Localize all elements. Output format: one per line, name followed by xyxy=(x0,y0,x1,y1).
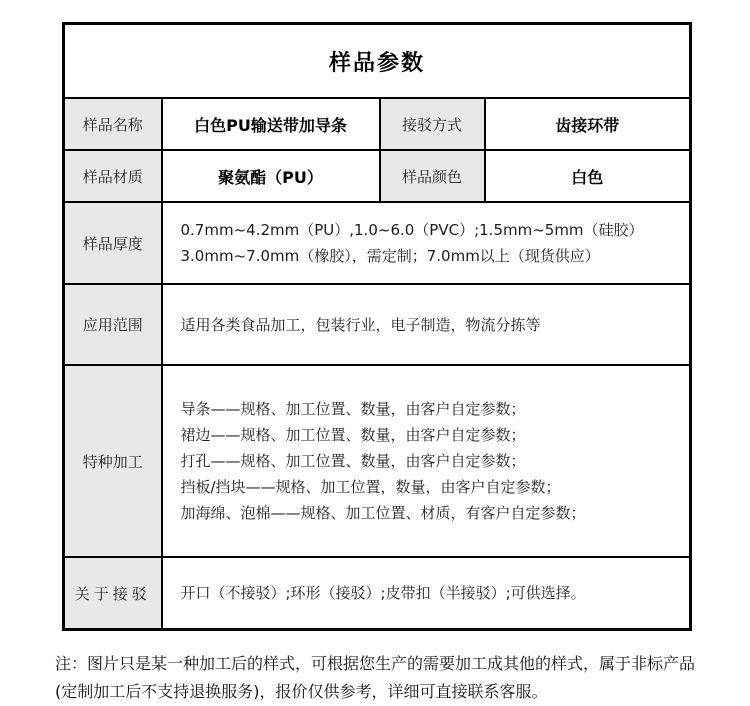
value-sample-material: 聚氨酯（PU） xyxy=(162,150,380,202)
special-line-2: 裙边——规格、加工位置、数量，由客户自定参数； xyxy=(180,426,526,444)
label-application-scope: 应用范围 xyxy=(64,284,162,365)
special-line-1: 导条——规格、加工位置、数量，由客户自定参数； xyxy=(180,400,526,418)
special-line-5: 加海绵、泡棉——规格、加工位置、材质，有客户自定参数； xyxy=(180,504,586,522)
value-application-scope xyxy=(162,284,691,365)
label-sample-material: 样品材质 xyxy=(64,150,162,202)
row-application-scope xyxy=(64,284,691,365)
value-sample-name: 白色PU输送带加导条 xyxy=(162,98,380,150)
thickness-line-1: 0.7mm~4.2mm（PU）,1.0~6.0（PVC）;1.5mm~5mm（硅胶） xyxy=(180,221,644,239)
row-special-processing xyxy=(64,365,691,557)
label-sample-thickness: 样品厚度 xyxy=(64,202,162,284)
row-about-joint xyxy=(64,557,691,630)
label-sample-color: 样品颜色 xyxy=(380,150,485,202)
value-special-processing xyxy=(162,365,691,557)
joint-line-1: 开口（不接驳）;环形（接驳）;皮带扣（半接驳）;可供选择。 xyxy=(180,584,586,602)
row-sample-thickness xyxy=(64,202,691,284)
label-sample-name: 样品名称 xyxy=(64,98,162,150)
footnote: 注：图片只是某一种加工后的样式，可根据您生产的需要加工成其他的样式，属于非标产品(定制加工后不支持退换服务)，报价仅供参考，详细可直接联系客服。 xyxy=(55,654,696,701)
label-special-processing: 特种加工 xyxy=(64,365,162,557)
value-sample-color: 白色 xyxy=(485,150,691,202)
label-about-joint: 关于接驳 xyxy=(64,557,162,630)
value-about-joint xyxy=(162,557,691,630)
sample-parameters-table xyxy=(62,22,692,631)
value-sample-thickness xyxy=(162,202,691,284)
application-line-1: 适用各类食品加工，包装行业，电子制造，物流分拣等 xyxy=(180,315,541,334)
special-line-4: 挡板/挡块——规格、加工位置，数量，由客户自定参数； xyxy=(180,478,561,496)
thickness-line-2: 3.0mm~7.0mm（橡胶），需定制；7.0mm以上（现货供应） xyxy=(180,247,600,265)
table-title: 样品参数 xyxy=(64,24,691,99)
label-joint-method: 接驳方式 xyxy=(380,98,485,150)
row-sample-material xyxy=(64,150,691,202)
row-sample-name xyxy=(64,98,691,150)
value-joint-method: 齿接环带 xyxy=(485,98,691,150)
special-line-3: 打孔——规格、加工位置、数量，由客户自定参数； xyxy=(180,452,526,470)
title-row xyxy=(64,24,691,99)
